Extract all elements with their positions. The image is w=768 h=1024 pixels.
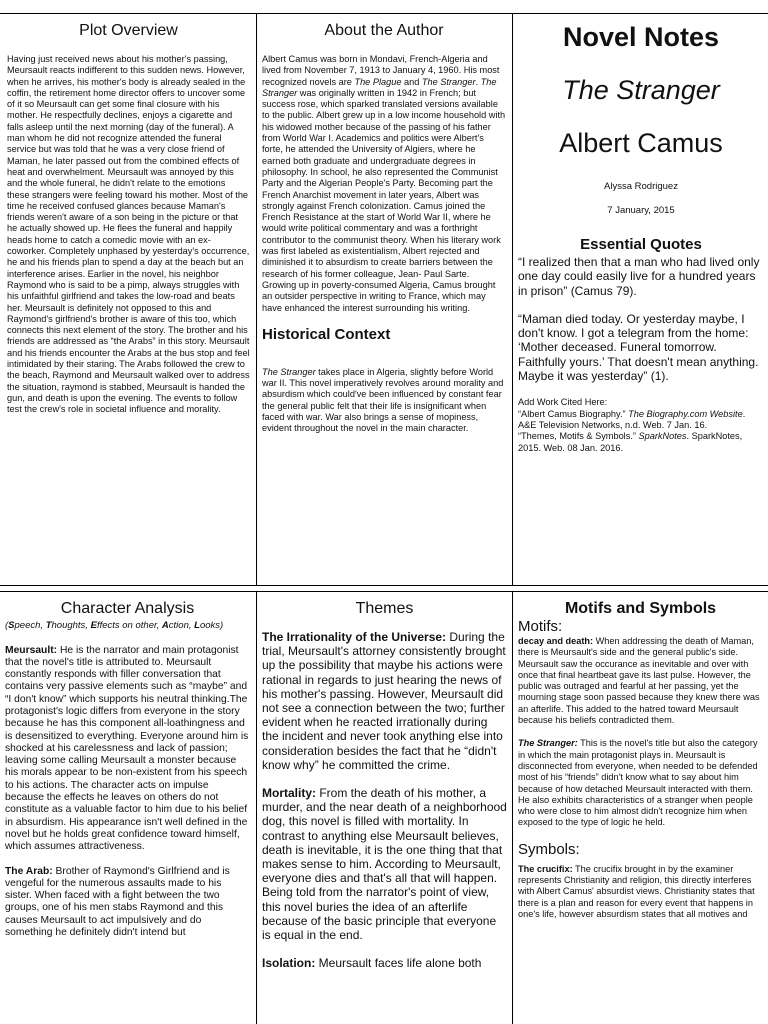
character-analysis-title: Character Analysis (60, 600, 195, 617)
novel-notes-title: Novel Notes (562, 22, 720, 52)
about-author-title: About the Author (324, 22, 444, 39)
historical-context-text: The Stranger takes place in Algeria, slightly before World war II. This novel imperatively revolves around morality and absurdism which could've been influenced by constant fear the general public felt that their life is insignificant when faced with war. War also brings a sense of mopiness, evident throughout the novel in the main character. (262, 366, 504, 434)
theme-irrationality: The Irrationality of the Universe: During the trial, Meursault's attorney consistently brought up the possibility that maybe his actions were rational in regards to just hearing the news of his mother's passing. However, Meursault did not see a connection between the two; further evident when he reacted irrationally during the incident and never took anything else into consideration besides the fact that he “didn't know why” he committed the crime. (262, 630, 506, 772)
plot-overview-title: Plot Overview (79, 22, 178, 39)
themes-title: Themes (355, 600, 414, 617)
motifs-symbols-panel (513, 592, 768, 1024)
book-title: The Stranger (562, 75, 720, 105)
arab-analysis: The Arab: Brother of Raymond's Girlfriend and is vengeful for the numerous assaults made to his sister. When faced with a fight between the two groups, one of his men stabs Raymond and this causes Meursault to act impulsively and do something he definitely didn't intend but (5, 865, 230, 939)
symbols-label: Symbols: (518, 840, 580, 858)
symbol-crucifix: The crucifix: The crucifix brought in by the examiner represents Christianity and religion, this directly interferes with Albert Camus' absurdist views. Christianity states that there is a plan and reason for every event that happens in one's life, however absurdism states that all motives and (518, 863, 755, 919)
theme-mortality: Mortality: From the death of his mother, a murder, and the near death of a neighborhood dog, this novel is filled with mortality. In contrast to anything else Meursault believes, death is inevitable, it is the one thing that that makes sense to him. According to Meursault, everyone dies and that's all that will happen. Being told from the narrator's point of view, this novel buries the idea of an afterlife because of the basic principle that everyone is equal in the end. (262, 786, 507, 943)
works-cited-1: “Albert Camus Biography.” The Biography.com Website. A&E Television Networks, n.d. Web. 7 Jan. 16. (518, 408, 746, 430)
about-author-text: Albert Camus was born in Mondavi, French-Algeria and lived from November 7, 1913 to January 4, 1960. His most recognized novels are The Plague and The Stranger. The Stranger was originally written in 1942 in French; but success rose, which sparked translated versions available to the public. Albert grew up in a low income household with his widowed mother because of the passing of his father from World War I. Academics and politics were Albert's forte, he attended the University of Algiers, where he earned both graduate and undergraduate degrees in philosophy. In school, he also represented the Communist Party and the Algerian People's Party. Becoming part the French Anarchist movement in later years, Albert was strongly against French colonization. Camus joined the French Resistance at the start of World War II, where he would write political commentary and was a forthright contributor to the communist theory. When his literary work was first labeled as existentialism, Albert rejected and diminished it to absurdism to create barriers between the research of his former colleague, Jean- Paul Sarte. Growing up in poverty-consumed Algeria, Camus brought an outsider perspective in writing to France, which may have enhanced the interest surrounding his writing. (262, 54, 506, 313)
quote-2: “Maman died today. Or yesterday maybe, I don't know. I got a telegram from the home: ‘Mother deceased. Funeral tomorrow. Faithfully yours.’ That doesn't mean anything. Maybe it was yesterday” (1). (518, 311, 759, 384)
motif-stranger: The Stranger: This is the novel's title but also the category in which the main protagonist plays in. Meursault is disconnected from everyone, when needed to be defended most of his “friends” didn't know what to say about him because of how detached Meursault interacted with them. He also exhibits characteristics of a stranger when people who were close to him almost didn't recognize him when exposed to the type of logic he held. (518, 738, 758, 828)
student-name: Alyssa Rodriguez (604, 181, 678, 192)
essential-quotes-title: Essential Quotes (580, 236, 702, 253)
theme-isolation: Isolation: Meursault faces life alone both (262, 956, 482, 971)
book-author: Albert Camus (559, 128, 723, 158)
cover-panel (513, 14, 768, 585)
middle-border-top (0, 585, 768, 586)
plot-overview-text: Having just received news about his mother's passing, Meursault reacts indifferent to this sudden news. However, when he arrives, his mother's body is already sealed in the coffin, the retirement home director offers to uncover some of it so Meursault can get some final closure with his mother. He respectfully declines, enjoys a cigarette and falls asleep until the next morning (day of the funeral). A man whom he did not recognize attended the funeral service but was told that he was a very close friend of Maman, he later passed out from the combined effects of heat and overwhelment. Meursault was annoyed by this and the whole funeral, he didn't relate to the emotions these strangers were feeling toward his mother. Most of the time he received confused glances because Maman's friends weren't aware of a son being in the picture or that he actually showed up. He flees the funeral and happily heads home to catch a comedic movie with an ex-coworker. Completely unphased by yesterday's occurrence, he and his friends plan to spend a day at the beach but an interference arises. Earlier in the novel, his neighbor Raymond who is said to be a pimp, always struggles with his unfaithful girlfriend and takes the low-road and beats her. Meursault is definitely not opposed to this and Raymond's girlfriend's brother is aware of this too, which connects this next element of the story. The brother and his friends are addressed as “the Arabs” in this story. Meursault and his friends encounter the Arabs at the bus stop and feel intimidated by their staring. The Arabs followed the crew to the beach, Raymond and Meursault walked over to address the situation, raymond is stabbed, Meursault is handed the gun, and death is upon the evening. The events to follow test the crew's role in societal influence and morality. (7, 54, 250, 415)
motifs-label: Motifs: (518, 618, 563, 635)
plot-overview-panel (0, 14, 256, 585)
notes-date: 7 January, 2015 (607, 205, 675, 216)
meursault-analysis: Meursault: He is the narrator and main protagonist that the novel's title is attributed to. Meursault constantly responds with filler conversation that contains very passive elements such as “maybe” and “I don't know” which supports his neutral thinking.The protagonist's logic differs from everyone in the story because he has this component all-loathingness and is desensitized to everything. Everyone around him is shocked at his carelessness and lack of passion; leaving some calling Meursault a monster because his morals appear to be non-existent from his speech to his actions. The character acts on impulse because the effects he leaves on others do not constitute as a valuable factor to him due to his belief in absurdism. His appearance isn't well defined in the novel but he holds great confidence toward himself, which assumes attractiveness. (5, 644, 249, 853)
steal-key: (Speech, Thoughts, Effects on other, Action, Looks) (5, 620, 224, 631)
themes-panel (257, 592, 512, 1024)
historical-context-title: Historical Context (262, 325, 391, 343)
works-cited-label: Add Work Cited Here: (518, 397, 608, 408)
works-cited-2: “Themes, Motifs & Symbols.” SparkNotes. SparkNotes, 2015. Web. 08 Jan. 2016. (518, 431, 743, 453)
motif-decay-death: decay and death: When addressing the death of Maman, there is Meursault's side and the general public's side. Meursault saw the occurance as inevitable and over with once that final heartbeat gave its last pulse. However, the public was outraged and fearful at her passing, yet the mourning stage soon passed because they knew there was an afterlife. This added to the hatred toward Meursault because his beliefs contradicted them. (518, 636, 760, 726)
quote-1: “I realized then that a man who had lived only one day could easily live for a hundred years in prison” (Camus 79). (518, 255, 760, 298)
character-analysis-panel (0, 592, 256, 1024)
about-author-panel (257, 14, 512, 585)
motifs-symbols-title: Motifs and Symbols (564, 600, 717, 617)
